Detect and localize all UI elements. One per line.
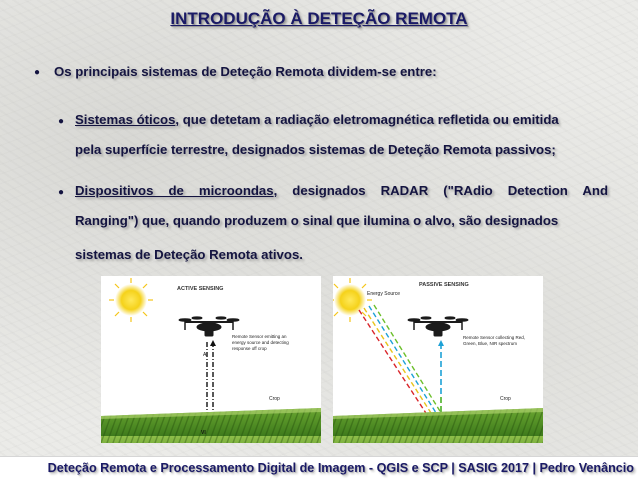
item2-line1 (75, 183, 608, 198)
footer-bar (0, 456, 638, 480)
item2-term: Dispositivos de microondas (75, 183, 274, 198)
slide-title: INTRODUÇÃO À DETEÇÃO REMOTA (170, 9, 468, 28)
bullet-dot: ● (58, 116, 65, 127)
item2-line3: sistemas de Deteção Remota ativos. (75, 247, 303, 262)
footer-text: Deteção Remota e Processamento Digital de Imagem - QGIS e SCP | SASIG 2017 | Pedro Venâncio (47, 461, 634, 475)
passive-sensor-label-2: Green, Blue, NIR spectrum (463, 341, 518, 346)
active-heading: ACTIVE SENSING (177, 286, 224, 292)
item2-line2: Ranging") que, quando produzem o sinal que ilumina o alvo, são designados (75, 213, 559, 228)
active-sensor-label-1: Remote Sensor emitting an (232, 334, 287, 339)
bullet-dot: ● (58, 187, 65, 198)
active-sensor-label-3: response off crop (232, 346, 267, 351)
item2-line1-rest: , designados RADAR ("RAdio Detection And (273, 183, 609, 198)
active-sensor-label-2: energy source and detecting (232, 340, 289, 345)
active-arrow-label-top: A (203, 352, 207, 358)
item1-line2: pela superfície terrestre, designados sistemas de Deteção Remota passivos; (75, 142, 556, 157)
active-crop-label: Crop (269, 396, 280, 402)
sun-icon (334, 284, 366, 316)
item1-term: Sistemas óticos (75, 112, 176, 127)
energy-source-label: Energy Source (367, 291, 401, 297)
passive-sensor-label-1: Remote Sensor collecting Red, (463, 335, 526, 340)
item1-line1-rest: , que detetam a radiação eletromagnética refletida ou emitida (175, 112, 559, 127)
active-arrow-label-bottom: VI (201, 430, 206, 436)
sun-icon (115, 284, 147, 316)
passive-crop-label: Crop (500, 396, 511, 402)
active-sensing-figure (101, 276, 321, 443)
bullet-dot: ● (34, 67, 41, 78)
passive-heading: PASSIVE SENSING (419, 282, 469, 288)
item1-line1 (75, 112, 610, 127)
passive-sensing-figure (333, 276, 543, 443)
intro-text: Os principais sistemas de Deteção Remota dividem-se entre: (54, 64, 437, 79)
